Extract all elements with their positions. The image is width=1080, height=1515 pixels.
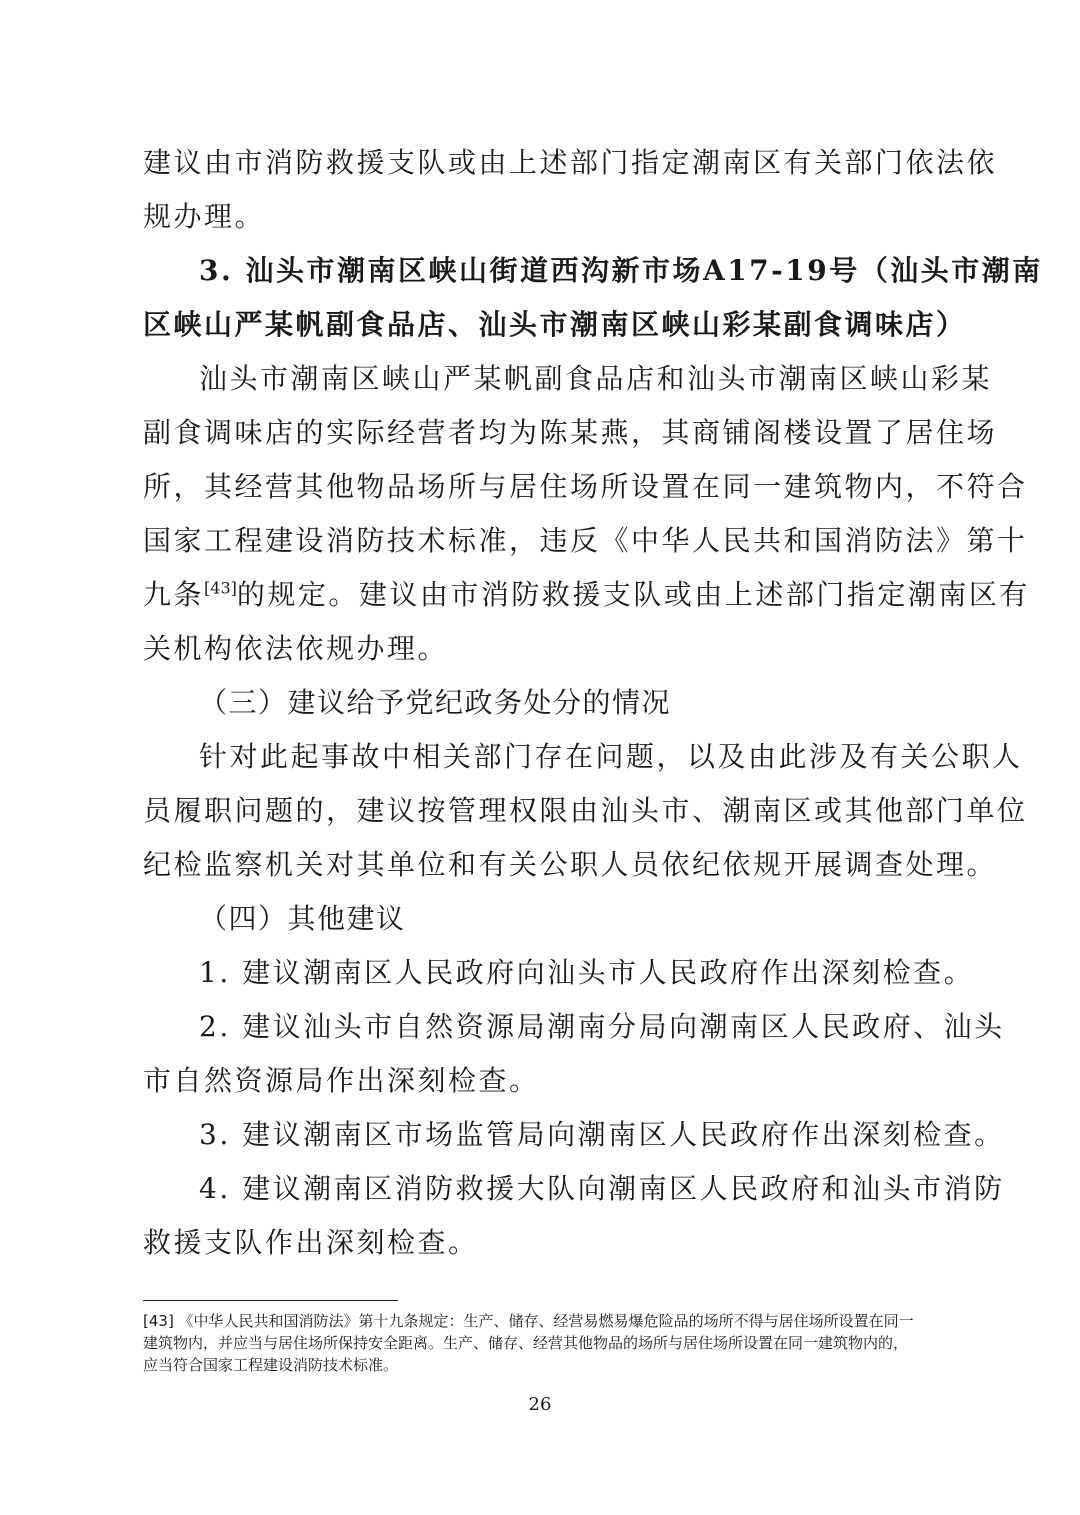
text-line: 汕头市潮南区峡山严某帆副食品店和汕头市潮南区峡山彩某 [199, 362, 993, 395]
text-fragment: 九条 [143, 578, 205, 611]
recommendation-item-1 [143, 946, 975, 1000]
text-line: 2. 建议汕头市自然资源局潮南分局向潮南区人民政府、汕头 [199, 1010, 1005, 1043]
heading-line: 3. 汕头市潮南区峡山街道西沟新市场A17-19号（汕头市潮南 [199, 254, 1043, 287]
text-line: 国家工程建设消防技术标准，违反《中华人民共和国消防法》第十 [143, 524, 1028, 557]
heading-line: 区峡山严某帆副食品店、汕头市潮南区峡山彩某副食调味店） [143, 308, 967, 341]
section-heading-4 [143, 892, 949, 946]
footnote-line: 建筑物内，并应当与居住场所保持安全距离。生产、储存、经营其他物品的场所与居住场所设置在同一建筑物内的， [143, 1334, 909, 1352]
footnote-43 [143, 1310, 949, 1376]
footnote-divider [143, 1300, 398, 1301]
text-line-with-footnote [143, 568, 1030, 622]
text-line: 纪检监察机关对其单位和有关公职人员依纪依规开展调查处理。 [143, 848, 998, 881]
section-title: （三）建议给予党纪政务处分的情况 [199, 686, 672, 719]
text-line: 救援支队作出深刻检查。 [143, 1226, 479, 1259]
text-line: 3. 建议潮南区市场监管局向潮南区人民政府作出深刻检查。 [199, 1118, 1005, 1151]
text-line: 规办理。 [143, 200, 266, 233]
recommendation-item-3 [143, 1108, 1005, 1162]
footnote-line: 应当符合国家工程建设消防技术标准。 [143, 1356, 399, 1374]
text-line: 关机构依法依规办理。 [143, 632, 449, 665]
recommendation-item-4 [143, 1162, 1005, 1270]
text-line: 市自然资源局作出深刻检查。 [143, 1064, 540, 1097]
paragraph-disciplinary [143, 730, 1028, 892]
text-line: 副食调味店的实际经营者均为陈某燕，其商铺阁楼设置了居住场 [143, 416, 998, 449]
recommendation-item-2 [143, 1000, 1005, 1108]
section-title: （四）其他建议 [199, 902, 406, 935]
section-heading-3 [143, 676, 949, 730]
text-fragment: 的规定。建议由市消防救援支队或由上述部门指定潮南区有 [236, 578, 1030, 611]
text-line: 1. 建议潮南区人民政府向汕头市人民政府作出深刻检查。 [199, 956, 975, 989]
page-number: 26 [528, 1394, 552, 1415]
item-heading-3 [143, 244, 1043, 352]
text-line: 建议由市消防救援支队或由上述部门指定潮南区有关部门依法依 [143, 146, 998, 179]
text-line: 所，其经营其他物品场所与居住场所设置在同一建筑物内，不符合 [143, 470, 1028, 503]
footnote-line: [43] 《中华人民共和国消防法》第十九条规定：生产、储存、经营易燃易爆危险品的场所不得与居住场所设置在同一 [143, 1312, 914, 1330]
text-line: 4. 建议潮南区消防救援大队向潮南区人民政府和汕头市消防 [199, 1172, 1005, 1205]
text-line: 员履职问题的，建议按管理权限由汕头市、潮南区或其他部门单位 [143, 794, 1028, 827]
footnote-reference[interactable]: [43] [204, 578, 237, 598]
paragraph-shop-details [143, 352, 1030, 676]
paragraph-continuation [143, 136, 998, 244]
text-line: 针对此起事故中相关部门存在问题，以及由此涉及有关公职人 [199, 740, 1023, 773]
